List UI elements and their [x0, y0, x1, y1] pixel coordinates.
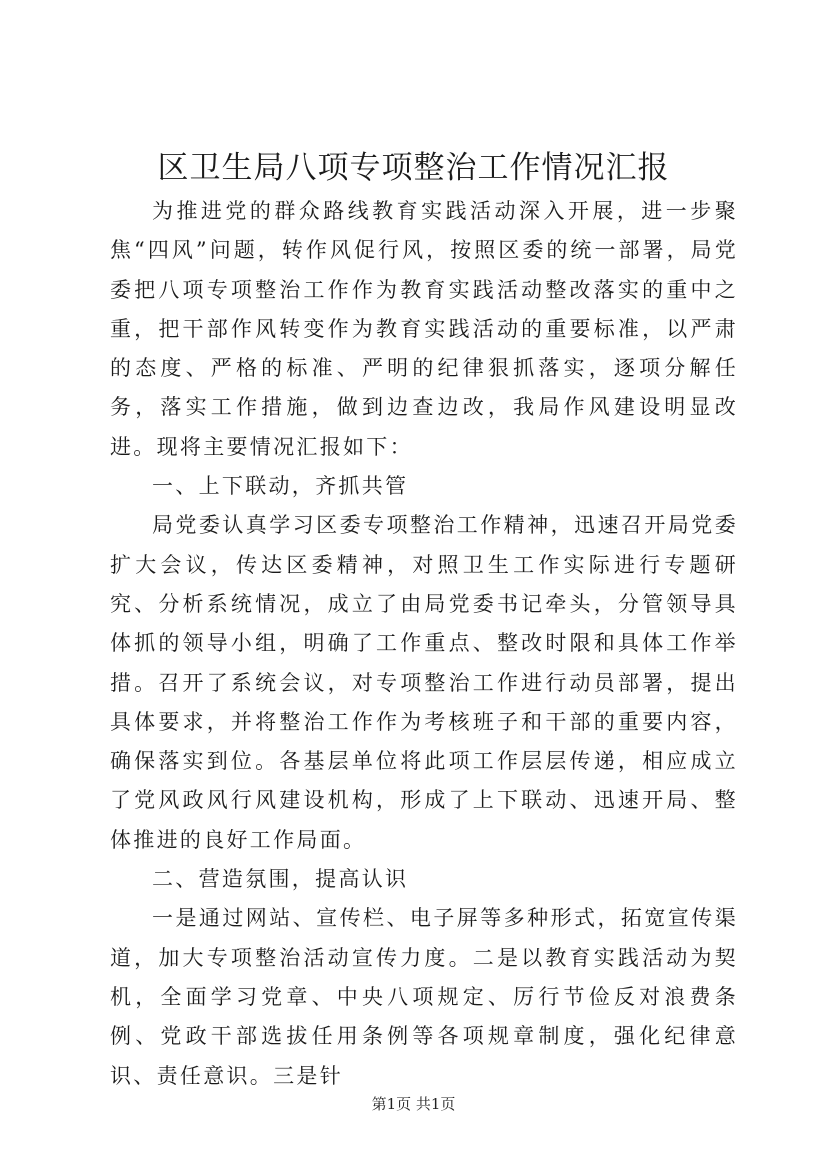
section-heading-1: 一、上下联动，齐抓共管 [152, 474, 409, 499]
section-2-paragraph: 一是通过网站、宣传栏、电子屏等多种形式，拓宽宣传渠道，加大专项整治活动宣传力度。二是以教育实践活动为契机，全面学习党章、中央八项规定、厉行节俭反对浪费条例、党政干部选拔任用条例等各项规章制度，强化纪律意识、责任意识。三是针 [110, 906, 738, 1088]
document-title: 区卫生局八项专项整治工作情况汇报 [157, 150, 670, 186]
intro-paragraph: 为推进党的群众路线教育实践活动深入开展，进一步聚焦“四风”问题，转作风促行风，按照区委的统一部署，局党委把八项专项整治工作作为教育实践活动整改落实的重中之重，把干部作风转变作为教育实践活动的重要标准，以严肃的态度、严格的标准、严明的纪律狠抓落实，逐项分解任务，落实工作措施，做到边查边改，我局作风建设明显改进。现将主要情况汇报如下： [110, 199, 738, 459]
page-number: 第1页 共1页 [371, 1095, 456, 1113]
section-1-paragraph: 局党委认真学习区委专项整治工作精神，迅速召开局党委扩大会议，传达区委精神，对照卫生工作实际进行专题研究、分析系统情况，成立了由局党委书记牵头，分管领导具体抓的领导小组，明确了工作重点、整改时限和具体工作举措。召开了系统会议，对专项整治工作进行动员部署，提出具体要求，并将整治工作作为考核班子和干部的重要内容，确保落实到位。各基层单位将此项工作层层传递，相应成立了党风政风行风建设机构，形成了上下联动、迅速开局、整体推进的良好工作局面。 [110, 513, 738, 852]
document-body [110, 192, 738, 1096]
section-heading-2: 二、营造氛围，提高认识 [152, 867, 409, 892]
